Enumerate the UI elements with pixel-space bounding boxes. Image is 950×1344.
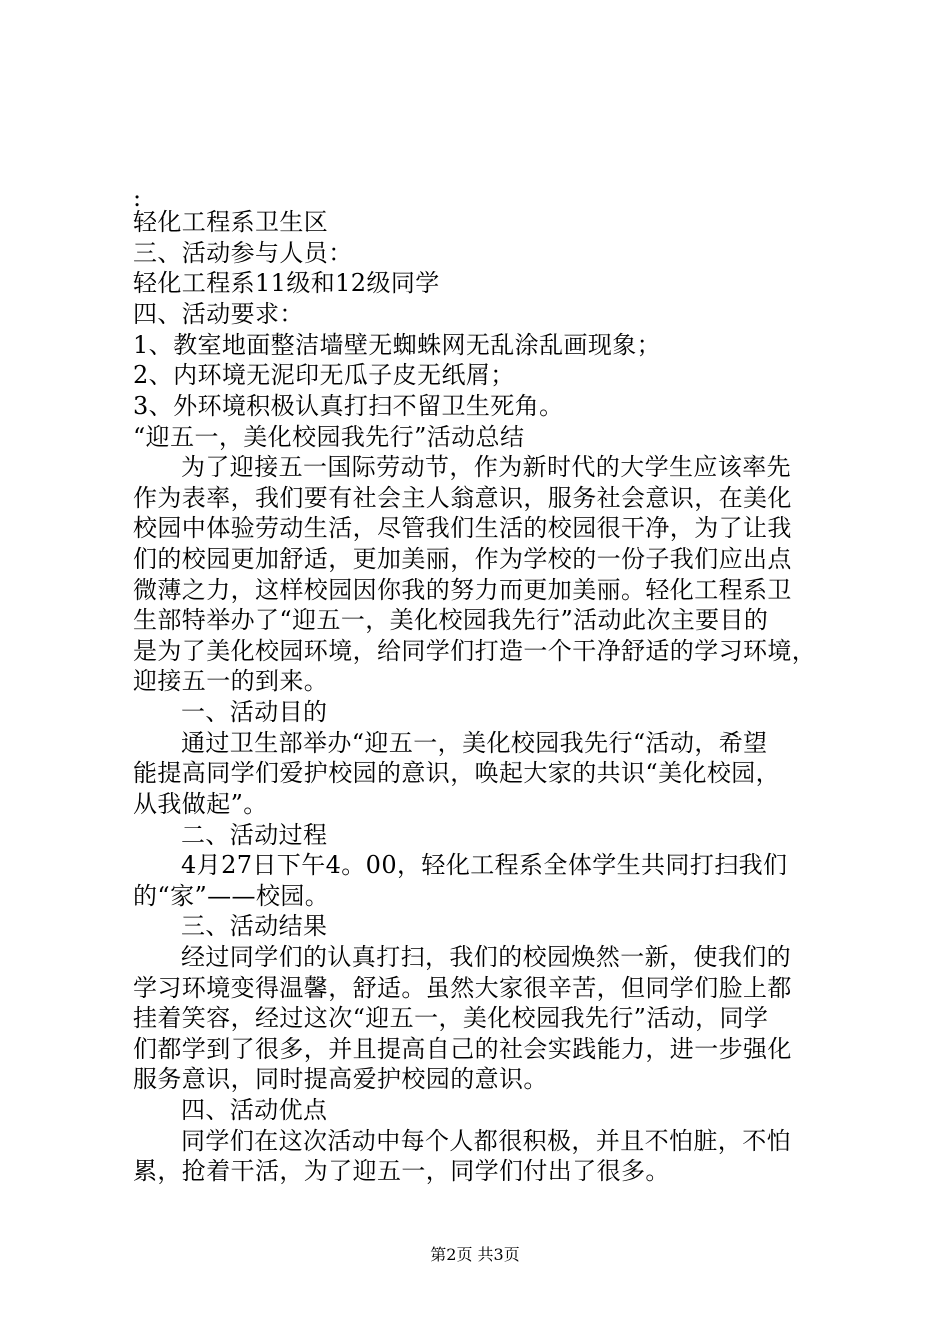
paragraph-line: 累，抢着干活，为了迎五一，同学们付出了很多。 [133,1157,670,1185]
text-line: 三、活动参与人员： [133,239,353,267]
paragraph-line: 4月27日下午4。00，轻化工程系全体学生共同打扫我们 [181,851,788,879]
subheading: 四、活动优点 [181,1096,328,1124]
paragraph-line: 从我做起”。 [133,790,268,818]
paragraph-line: 校园中体验劳动生活，尽管我们生活的校园很干净，为了让我 [133,514,792,542]
paragraph-line: 的“家”——校园。 [133,882,330,910]
subheading: 三、活动结果 [181,912,328,940]
paragraph-line: 通过卫生部举办“迎五一，美化校园我先行“活动，希望 [181,729,768,757]
paragraph-line: 们的校园更加舒适，更加美丽，作为学校的一份子我们应出点 [133,545,792,573]
paragraph-line: 迎接五一的到来。 [133,667,329,695]
paragraph-line: 经过同学们的认真打扫，我们的校园焕然一新，使我们的 [181,943,791,971]
subheading: 二、活动过程 [181,821,328,849]
paragraph-line: 学习环境变得温馨，舒适。虽然大家很辛苦，但同学们脸上都 [133,974,792,1002]
paragraph-line: 作为表率，我们要有社会主人翁意识，服务社会意识，在美化 [133,484,792,512]
paragraph-line: 生部特举办了“迎五一，美化校园我先行”活动此次主要目的 [133,606,769,634]
paragraph-line: 同学们在这次活动中每个人都很积极，并且不怕脏，不怕 [181,1127,791,1155]
text-line: 1、教室地面整洁墙壁无蜘蛛网无乱涂乱画现象； [133,331,662,359]
paragraph-line: 是为了美化校园环境，给同学们打造一个干净舒适的学习环境， [133,637,817,665]
paragraph-line: 能提高同学们爱护校园的意识，唤起大家的共识“美化校园， [133,759,781,787]
text-line: : [133,184,142,212]
page-number-footer: 第2页 共3页 [430,1245,520,1264]
paragraph-line: 们都学到了很多，并且提高自己的社会实践能力，进一步强化 [133,1035,792,1063]
text-line: 四、活动要求： [133,300,304,328]
section-title: “迎五一，美化校园我先行”活动总结 [133,423,525,451]
text-line: 3、外环境积极认真打扫不留卫生死角。 [133,392,564,420]
text-line: 2、内环境无泥印无瓜子皮无纸屑； [133,361,515,389]
text-line: 轻化工程系11级和12级同学 [133,269,440,297]
paragraph-line: 服务意识，同时提高爱护校园的意识。 [133,1065,548,1093]
paragraph-line: 挂着笑容，经过这次“迎五一，美化校园我先行”活动，同学 [133,1004,769,1032]
paragraph-line: 微薄之力，这样校园因你我的努力而更加美丽。轻化工程系卫 [133,576,792,604]
subheading: 一、活动目的 [181,698,328,726]
text-line: 轻化工程系卫生区 [133,208,329,236]
paragraph-line: 为了迎接五一国际劳动节，作为新时代的大学生应该率先 [181,453,791,481]
